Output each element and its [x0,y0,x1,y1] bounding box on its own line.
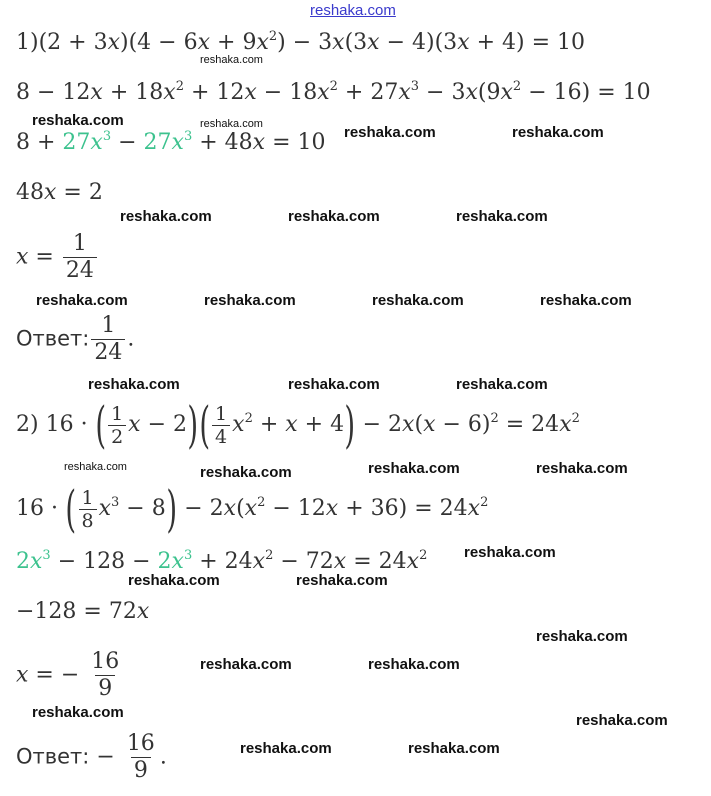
answer-label: Ответ: [16,744,90,769]
solution1-answer: Ответ: $\frac{1}{24}$ . [16,313,135,365]
solution2-step2: $2x^3 - 128 - 2x^3 + 24x^2 - 72x = 24x^2$ [16,548,428,574]
watermark: reshaka.com [536,460,628,477]
watermark: reshaka.com [512,124,604,141]
watermark: reshaka.com [204,292,296,309]
solution2-step1: 16 · ( $\frac{1}{8}$ $x^3 - 8) - 2x(x^2 - 12x + 36) = 24x^2$ [16,480,489,538]
answer-fraction: $\frac{16}{9}$ [126,731,155,783]
solution1-result: x = $\frac{1}{24}$ [16,232,99,283]
watermark: reshaka.com [288,208,380,225]
answer-fraction: $\frac{1}{24}$ [91,314,125,365]
fraction: $\frac{1}{24}$ [63,232,97,283]
watermark: reshaka.com [576,712,668,729]
fraction: $\frac{16}{9}$ [91,649,120,701]
watermark: reshaka.com [456,376,548,393]
watermark: reshaka.com [128,572,220,589]
watermark: reshaka.com [36,292,128,309]
watermark: reshaka.com [88,376,180,393]
watermark: reshaka.com [372,292,464,309]
solution2-answer: Ответ: − $\frac{16}{9}$ . [16,731,167,783]
watermark: reshaka.com [200,464,292,481]
watermark: reshaka.com [32,704,124,721]
watermark: reshaka.com [368,656,460,673]
watermark: reshaka.com [240,740,332,757]
watermark: reshaka.com [120,208,212,225]
watermark: reshaka.com [200,656,292,673]
watermark: reshaka.com [32,112,124,129]
solution1-label: 1) [16,30,39,55]
watermark: reshaka.com [200,54,263,66]
solution1-step1: $8 - 12x + 18x^2 + 12x - 18x^2 + 27x^3 - 3x(9x^2 - 16) = 10$ [16,79,651,105]
watermark: reshaka.com [344,124,436,141]
solution1-step2: $8 + 27x^3 - 27x^3 + 48x = 10$ [16,129,326,155]
answer-label: Ответ: [16,326,90,351]
watermark: reshaka.com [540,292,632,309]
solution1-step3: 48x = 2 [16,180,103,205]
watermark: reshaka.com [408,740,500,757]
solution2-step3: −128 = 72x [16,599,150,624]
watermark: reshaka.com [288,376,380,393]
solution2-result: x = − $\frac{16}{9}$ [16,650,124,701]
watermark: reshaka.com [368,460,460,477]
solution2-label: 2) [16,412,39,437]
watermark: reshaka.com [456,208,548,225]
watermark: reshaka.com [200,118,263,130]
watermark: reshaka.com [64,461,127,473]
watermark: reshaka.com [536,628,628,645]
solution1-equation: $1)(2 + 3x)(4 - 6x + 9x^2) - 3x(3x - 4)(3x + 4) = 10$ [16,29,586,55]
watermark: reshaka.com [464,544,556,561]
watermark: reshaka.com [296,572,388,589]
site-link[interactable]: reshaka.com [310,2,396,19]
solution2-equation: 2) 16 · ( $\frac{1}{2}$ x − 2)( $\frac{1}{4}$ $x^2 + x + 4) - 2x(x - 6)^2 = 24x^2$ [16,396,580,454]
